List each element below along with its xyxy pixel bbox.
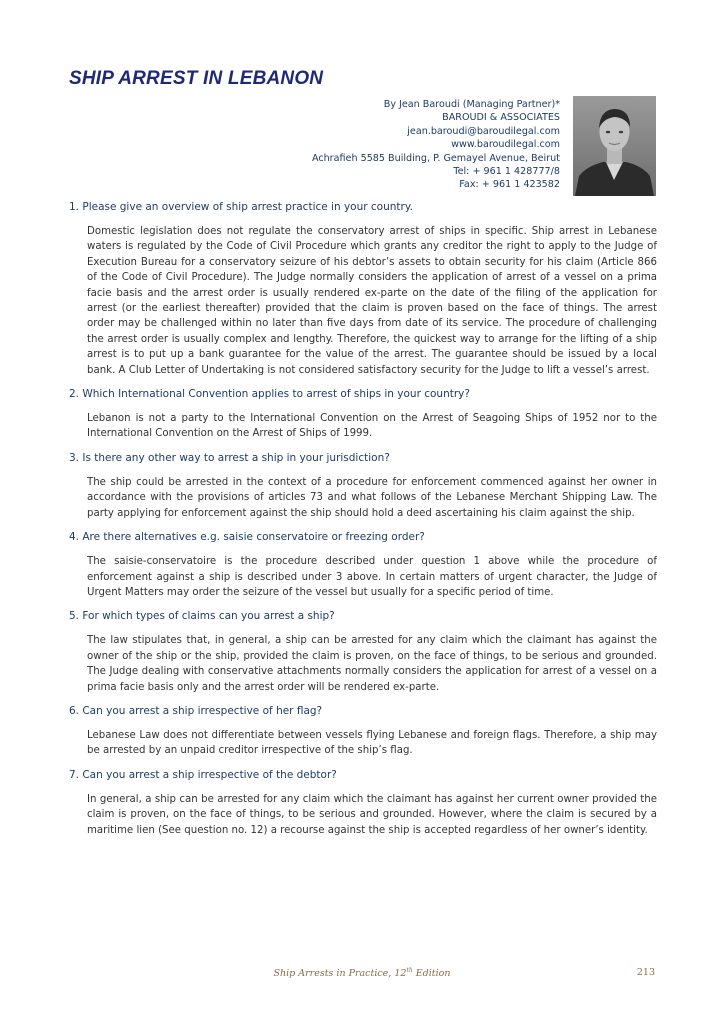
qa-item — [69, 704, 657, 759]
answer: The law stipulates that, in general, a ship can be arrested for any claim which the claimant has against the owner of the ship or the ship, provided the claim is proven, on the face of things, to be serious and grounded. The Judge dealing with conservative attachments normally considers the application for arrest of a vessel on a prima facie basis only and the arrest order will be rendered ex-parte. — [87, 635, 657, 693]
question: 1. Please give an overview of ship arrest practice in your country. — [69, 201, 413, 213]
qa-item — [69, 768, 657, 838]
answer: Lebanese Law does not differentiate between vessels flying Lebanese and foreign flags. Therefore, a ship may be arrested by an unpaid creditor irrespective of the ship’s flag. — [87, 729, 657, 757]
author-email: jean.baroudi@baroudilegal.com — [407, 125, 560, 137]
qa-item — [69, 451, 657, 521]
question: 5. For which types of claims can you arrest a ship? — [69, 610, 335, 623]
question: 6. Can you arrest a ship irrespective of her flag? — [69, 704, 323, 717]
footer-publication-title — [0, 967, 724, 979]
qa-list — [69, 200, 657, 847]
qa-item — [69, 387, 657, 442]
question: 3. Is there any other way to arrest a ship in your jurisdiction? — [69, 451, 390, 464]
author-address: Achrafieh 5585 Building, P. Gemayel Avenue, Beirut — [311, 152, 560, 164]
author-block — [312, 98, 560, 192]
footer-text: Ship Arrests in Practice, 12 — [273, 968, 407, 980]
author-portrait-image — [573, 96, 656, 196]
answer: Domestic legislation does not regulate the conservatory arrest of ships in specific. Ship arrest in Lebanese waters is regulated by the Code of Civil Procedure which grants any creditor the right to apply to the Judge of Execution Bureau for a conservatory seizure of his debtor’s assets to obtain security for his claim (Article 866 of the Code of Civil Procedure). The Judge normally considers the application of arrest of a vessel on a prima facie basis and the arrest order is usually rendered ex-parte on the date of the filing of the application for arrest (or the earliest thereafter) provided that the claim is proven based on the face of things. The arrest order may be challenged within no later than five days from date of its service. The procedure of challenging the arrest order is usually complex and lengthy. Therefore, the quickest way to arrange for the lifting of a ship arrest is to put up a bank guarantee for the value of the arrest. The guarantee should be issued by a local bank. A Club Letter of Undertaking is not considered satisfactory security for the Judge to lift a vessel’s arrest. — [87, 226, 657, 376]
qa-item — [69, 609, 657, 695]
footer-suffix: Edition — [412, 968, 451, 980]
footer-superscript: th — [406, 967, 413, 974]
page-number: 213 — [636, 967, 655, 978]
author-firm: BAROUDI & ASSOCIATES — [442, 112, 560, 124]
answer: The saisie-conservatoire is the procedure described under question 1 above while the procedure of enforcement against a ship is described under 3 above. In certain matters of urgent character, the Judge of Urgent Matters may order the seizure of the vessel but usually for a specific period of time. — [87, 556, 657, 598]
answer: Lebanon is not a party to the International Convention on the Arrest of Seagoing Ships of 1952 nor to the International Convention on the Arrest of Ships of 1999. — [87, 413, 657, 440]
author-tel: Tel: + 961 1 428777/8 — [453, 166, 560, 178]
qa-item — [69, 200, 657, 378]
author-fax: Fax: + 961 1 423582 — [459, 179, 560, 191]
document-title: SHIP ARREST IN LEBANON — [69, 68, 324, 89]
author-photo — [573, 96, 656, 196]
qa-item — [69, 530, 657, 600]
question: 2. Which International Convention applies to arrest of ships in your country? — [69, 388, 470, 401]
question: 4. Are there alternatives e.g. saisie conservatoire or freezing order? — [69, 531, 425, 544]
author-byline: By Jean Baroudi (Managing Partner)* — [383, 99, 560, 110]
question: 7. Can you arrest a ship irrespective of the debtor? — [69, 768, 337, 781]
answer: In general, a ship can be arrested for any claim which the claimant has against her current owner provided the claim is proven, on the face of things, to be serious and grounded. However, where the claim is secured by a maritime lien (See question no. 12) a recourse against the ship is accepted regardless of her owner’s identity. — [87, 793, 657, 836]
author-website: www.baroudilegal.com — [451, 139, 560, 151]
answer: The ship could be arrested in the context of a procedure for enforcement commenced against her owner in accordance with the provisions of articles 73 and what follows of the Lebanese Merchant Shipping Law. The party applying for enforcement against the ship should hold a deed ascertaining his claim against the ship. — [87, 476, 657, 519]
